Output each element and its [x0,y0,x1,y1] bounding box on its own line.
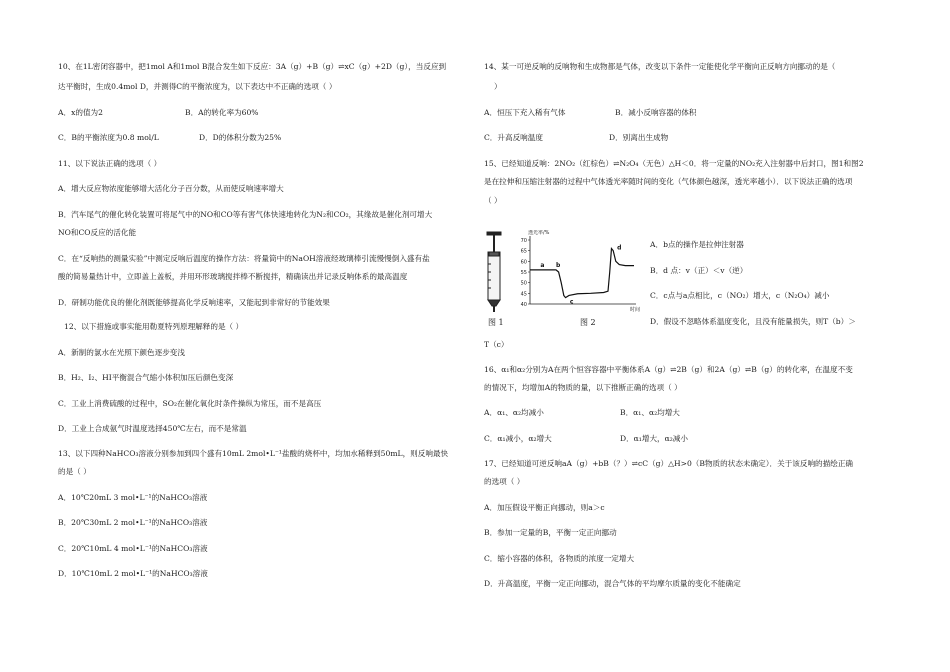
q10-option-d: D．D的体积分数为25% [199,133,282,142]
q16-option-a: A．α₁、α₂均减小 [484,408,544,417]
x-axis-label: 时间 [630,307,641,313]
q14-stem-line1: 14、某一可逆反响的反响物和生成物都是气体，改变以下条件一定能使化学平衡向正反响方向挪动的是（ [484,62,836,71]
y-tick-label: 60 [520,259,527,266]
q10-options-cd [58,133,282,142]
q17-option-a: A．加压假设平衡正向挪动，则a＞c [484,503,605,512]
point-label-c: c [569,298,574,306]
q15-figure-svg [484,230,644,330]
figure-2-label: 图 2 [580,318,596,327]
y-tick-label: 50 [520,280,527,287]
q15-figure [484,230,894,340]
point-label-a: a [540,261,545,269]
q12-option-d: D．工业上合成氨气时温度选择450℃左右，而不是常温 [58,424,247,433]
q17-option-b: B．参加一定量的B，平衡一定正向挪动 [484,528,617,537]
point-label-b: b [556,261,561,269]
transmittance-line [530,249,634,298]
q17-option-d: D．升高温度，平衡一定正向挪动，混合气体的平均摩尔质量的变化不能确定 [484,579,741,588]
q10-option-b: B．A的转化率为60% [185,108,259,117]
q11-option-a: A．增大反应物浓度能够增大活化分子百分数，从而使反响速率增大 [58,184,284,193]
q16-options-ab [484,408,680,417]
q10-option-c: C．B的平衡浓度为0.8 mol/L [58,133,159,142]
q15-option-d-line1: D．假设不忽略体系温度变化，且没有能量损失，则T（b）＞ [650,317,856,326]
q15-option-b: B．d 点：v（正）＜v（逆） [650,266,748,275]
q16-option-d: D．α₁增大，α₂减小 [620,434,688,443]
q14-options-cd [484,133,669,142]
q14-option-a: A．恒压下充入稀有气体 [484,108,566,117]
q11-stem: 11、以下说法正确的选项（ ） [58,159,162,168]
q16-stem-line1: 16、α₁和α₂分别为A在两个恒容容器中平衡体系A（g）⇌2B（g）和2A（g）⇌B（g）的转化率，在温度不变 [484,365,853,374]
q17-option-c: C．缩小容器的体积，各物质的浓度一定增大 [484,554,635,563]
q16-option-c: C．α₁减小，α₂增大 [484,434,552,443]
q10-stem-line1: 10、在1L密闭容器中，把1mol A和1mol B混合发生如下反应：3A（g）+B（g）⇌xC（g）+2D（g），当反应到 [58,62,447,71]
q13-option-d: D．10℃10mL 2 mol•L⁻¹的NaHCO₃溶液 [58,569,208,578]
y-tick-label: 40 [520,302,527,308]
q16-option-b: B．α₁、α₂均增大 [620,408,680,417]
q14-option-b: B．减小反响容器的体积 [615,108,697,117]
q12-option-b: B．H₂、I₂、HI平衡混合气缩小体积加压后颜色变深 [58,373,234,382]
y-tick-label: 65 [520,248,527,255]
q17-stem-line2: 的选项（ ） [484,477,525,486]
y-axis-label: 透光率/% [528,230,550,236]
q12-option-c: C．工业上消费硫酸的过程中，SO₂在催化氧化时条件操纵为常压，而不是高压 [58,399,322,408]
q13-stem-line1: 13、以下四种NaHCO₃溶液分别参加到四个盛有10mL 2mol•L⁻¹盐酸的烧杯中，均加水稀释到50mL，则反响最快 [58,449,449,458]
q15-stem-line1: 15、已经知道反响：2NO₂（红棕色）⇌N₂O₄（无色）△H＜0．将一定量的NO₂充入注射器中后封口，图1和图2 [484,159,864,168]
q13-stem-line2: 的是（ ） [58,467,91,476]
q12-stem: 12、以下措施或事实能用勒夏特列原理解释的是（ ） [64,322,244,331]
q15-stem-line3: （ ） [484,196,502,205]
y-tick-label: 55 [520,270,527,276]
y-tick-label: 45 [520,291,527,298]
q11-option-c-line1: C．在“反响热的测量实验”中测定反响后温度的操作方法：将量筒中的NaOH溶液经玻璃棒引流慢慢倒入盛有盐 [58,254,430,263]
q10-stem-line2: 达平衡时，生成0.4mol D，并测得C的平衡浓度为，以下表达中不正确的选项（ ） [58,82,337,91]
q13-option-b: B．20℃30mL 2 mol•L⁻¹的NaHCO₃溶液 [58,518,208,527]
q10-option-a: A．x的值为2 [58,108,103,117]
q15-stem-line2: 是在拉伸和压缩注射器的过程中气体透光率随时间的变化（气体颜色越深，透光率越小）．以下说法正确的选项 [484,177,853,186]
q11-option-c-line2: 酸的简易量热计中，立即盖上盖板，并用环形玻璃搅拌棒不断搅拌，精确读出并记录反响体系的最高温度 [58,272,408,281]
q11-option-b-line1: B．汽车尾气的催化转化装置可将尾气中的NO和CO等有害气体快速地转化为N₂和CO₂，其缘故是催化剂可增大 [58,210,433,219]
syringe-illustration [487,232,501,312]
point-label-d: d [617,244,622,252]
y-tick-label: 70 [520,238,527,244]
q14-stem-line2: ） [494,82,502,91]
q15-option-a: A．b点的操作是拉伸注射器 [650,240,744,249]
q14-options-ab [484,108,697,117]
figure-1-label: 图 1 [488,318,504,327]
q12-option-a: A．新制的氯水在光照下颜色逐步变浅 [58,348,185,357]
q11-option-b-line2: NO和CO反应的活化能 [58,228,137,237]
q14-option-c: C．升高反响温度 [484,133,543,142]
q11-option-d: D．研制功能优良的催化剂既能够提高化学反响速率，又能起到非常好的节能效果 [58,298,330,307]
q10-options-ab [58,108,259,117]
transmittance-chart [521,230,640,313]
q16-options-cd [484,434,688,443]
q15-option-c: C．c点与a点相比，c（NO₂）增大，c（N₂O₄）减小 [650,291,830,300]
q13-option-a: A．10℃20mL 3 mol•L⁻¹的NaHCO₃溶液 [58,493,208,502]
q13-option-c: C．20℃10mL 4 mol•L⁻¹的NaHCO₃溶液 [58,544,208,553]
q16-stem-line2: 的情况下，均增加A的物质的量，以下推断正确的选项（ ） [484,383,682,392]
q14-option-d: D．别离出生成物 [609,133,669,142]
q15-option-d-line2: T（c） [484,340,509,349]
q17-stem-line1: 17、已经知道可逆反响aA（g）+bB（？）⇌cC（g）△H>0（B物质的状态未确定）．关于该反响的描绘正确 [484,459,854,468]
